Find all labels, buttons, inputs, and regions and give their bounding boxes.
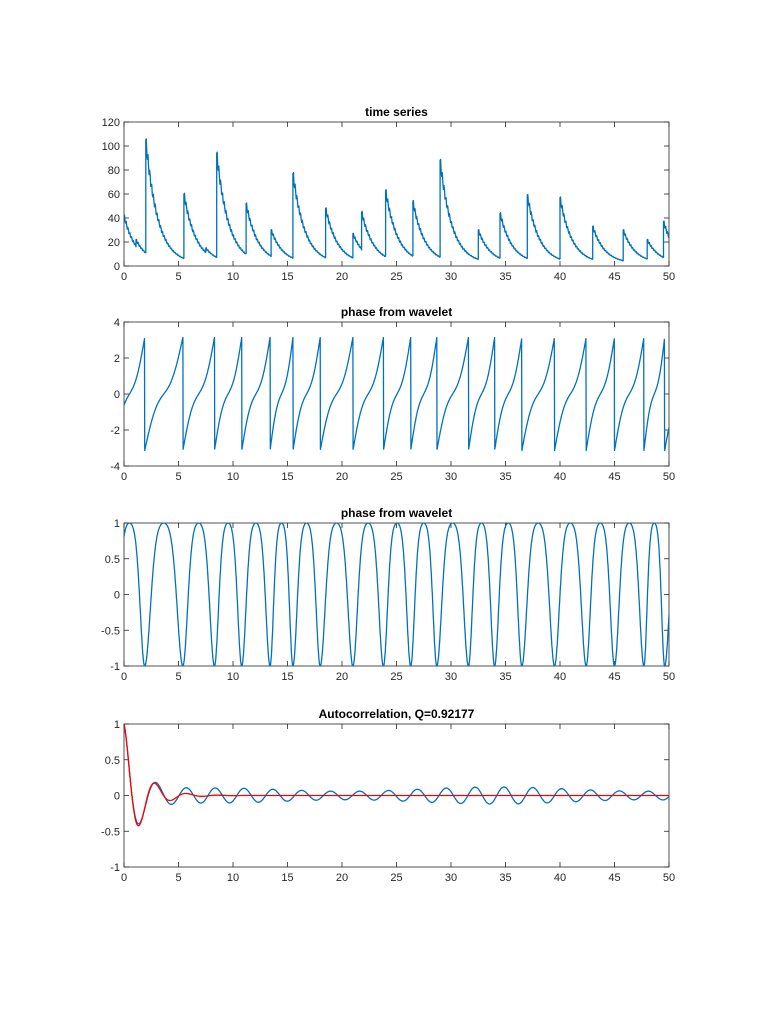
- x-tick-label: 25: [390, 872, 403, 884]
- x-tick-label: 30: [444, 671, 458, 683]
- x-tick-label: 45: [608, 671, 621, 683]
- y-tick-label: -1: [110, 661, 120, 673]
- x-tick-label: 0: [120, 671, 128, 683]
- x-tick-label: 15: [281, 471, 294, 483]
- x-tick-label: 35: [499, 872, 512, 884]
- x-tick-label: 35: [499, 471, 512, 483]
- x-tick-label: 5: [175, 271, 182, 283]
- y-tick-label: 2: [113, 353, 120, 365]
- axes-box: [124, 122, 669, 266]
- y-tick-label: -4: [110, 461, 120, 473]
- chart-title: Autocorrelation, Q=0.92177: [318, 707, 475, 721]
- y-tick-label: 100: [101, 141, 120, 153]
- x-tick-label: 10: [226, 671, 240, 683]
- x-tick-label: 40: [553, 271, 567, 283]
- y-tick-label: 120: [101, 117, 120, 129]
- x-tick-label: 50: [662, 872, 676, 884]
- x-tick-label: 15: [281, 271, 294, 283]
- x-tick-label: 5: [175, 671, 182, 683]
- y-tick-label: 0.5: [104, 553, 120, 566]
- y-tick-label: 60: [107, 189, 120, 201]
- y-tick-label: -0.5: [101, 625, 120, 638]
- subplot-3: [101, 506, 675, 683]
- x-tick-label: 50: [662, 271, 676, 283]
- x-tick-label: 40: [553, 471, 567, 483]
- x-tick-label: 10: [226, 872, 240, 884]
- x-tick-label: 45: [608, 271, 621, 283]
- x-tick-label: 0: [120, 872, 128, 884]
- y-tick-label: 80: [107, 165, 120, 177]
- x-tick-label: 35: [499, 671, 512, 683]
- subplot-4: [101, 707, 675, 884]
- chart-title: time series: [365, 105, 428, 119]
- y-tick-label: 4: [113, 317, 120, 329]
- x-tick-label: 30: [444, 471, 458, 483]
- x-tick-label: 25: [390, 271, 403, 283]
- x-tick-label: 15: [281, 671, 294, 683]
- x-tick-label: 40: [553, 872, 567, 884]
- y-tick-label: 0: [113, 261, 120, 273]
- x-tick-label: 30: [444, 271, 458, 283]
- y-tick-label: 40: [107, 213, 120, 225]
- y-tick-label: 0: [113, 389, 120, 401]
- x-tick-label: 30: [444, 872, 458, 884]
- chart-title: phase from wavelet: [340, 305, 453, 319]
- y-tick-label: -0.5: [101, 826, 120, 839]
- x-tick-label: 20: [335, 872, 349, 884]
- x-tick-label: 0: [120, 271, 128, 283]
- y-tick-label: 20: [107, 237, 120, 249]
- y-tick-label: 0: [113, 589, 120, 602]
- x-tick-label: 20: [335, 271, 349, 283]
- x-tick-label: 40: [553, 671, 567, 683]
- x-tick-label: 15: [281, 872, 294, 884]
- x-tick-label: 5: [175, 872, 182, 884]
- chart-title: phase from wavelet: [340, 506, 453, 520]
- x-tick-label: 35: [499, 271, 512, 283]
- x-tick-label: 0: [120, 471, 128, 483]
- y-tick-label: 0: [113, 790, 120, 803]
- x-tick-label: 25: [390, 471, 403, 483]
- x-tick-label: 10: [226, 471, 240, 483]
- x-tick-label: 20: [335, 471, 349, 483]
- y-tick-label: 1: [113, 719, 120, 731]
- x-tick-label: 50: [662, 671, 676, 683]
- x-tick-label: 45: [608, 471, 621, 483]
- y-tick-label: -2: [110, 425, 120, 437]
- y-tick-label: -1: [110, 862, 120, 874]
- subplot-1: [102, 105, 675, 283]
- x-tick-label: 50: [662, 471, 676, 483]
- y-tick-label: 1: [113, 518, 120, 530]
- y-tick-label: 0.5: [104, 754, 120, 767]
- x-tick-label: 5: [175, 471, 182, 483]
- x-tick-label: 20: [335, 671, 349, 683]
- x-tick-label: 45: [608, 872, 621, 884]
- x-tick-label: 10: [226, 271, 240, 283]
- x-tick-label: 25: [390, 671, 403, 683]
- subplot-2: [110, 305, 675, 483]
